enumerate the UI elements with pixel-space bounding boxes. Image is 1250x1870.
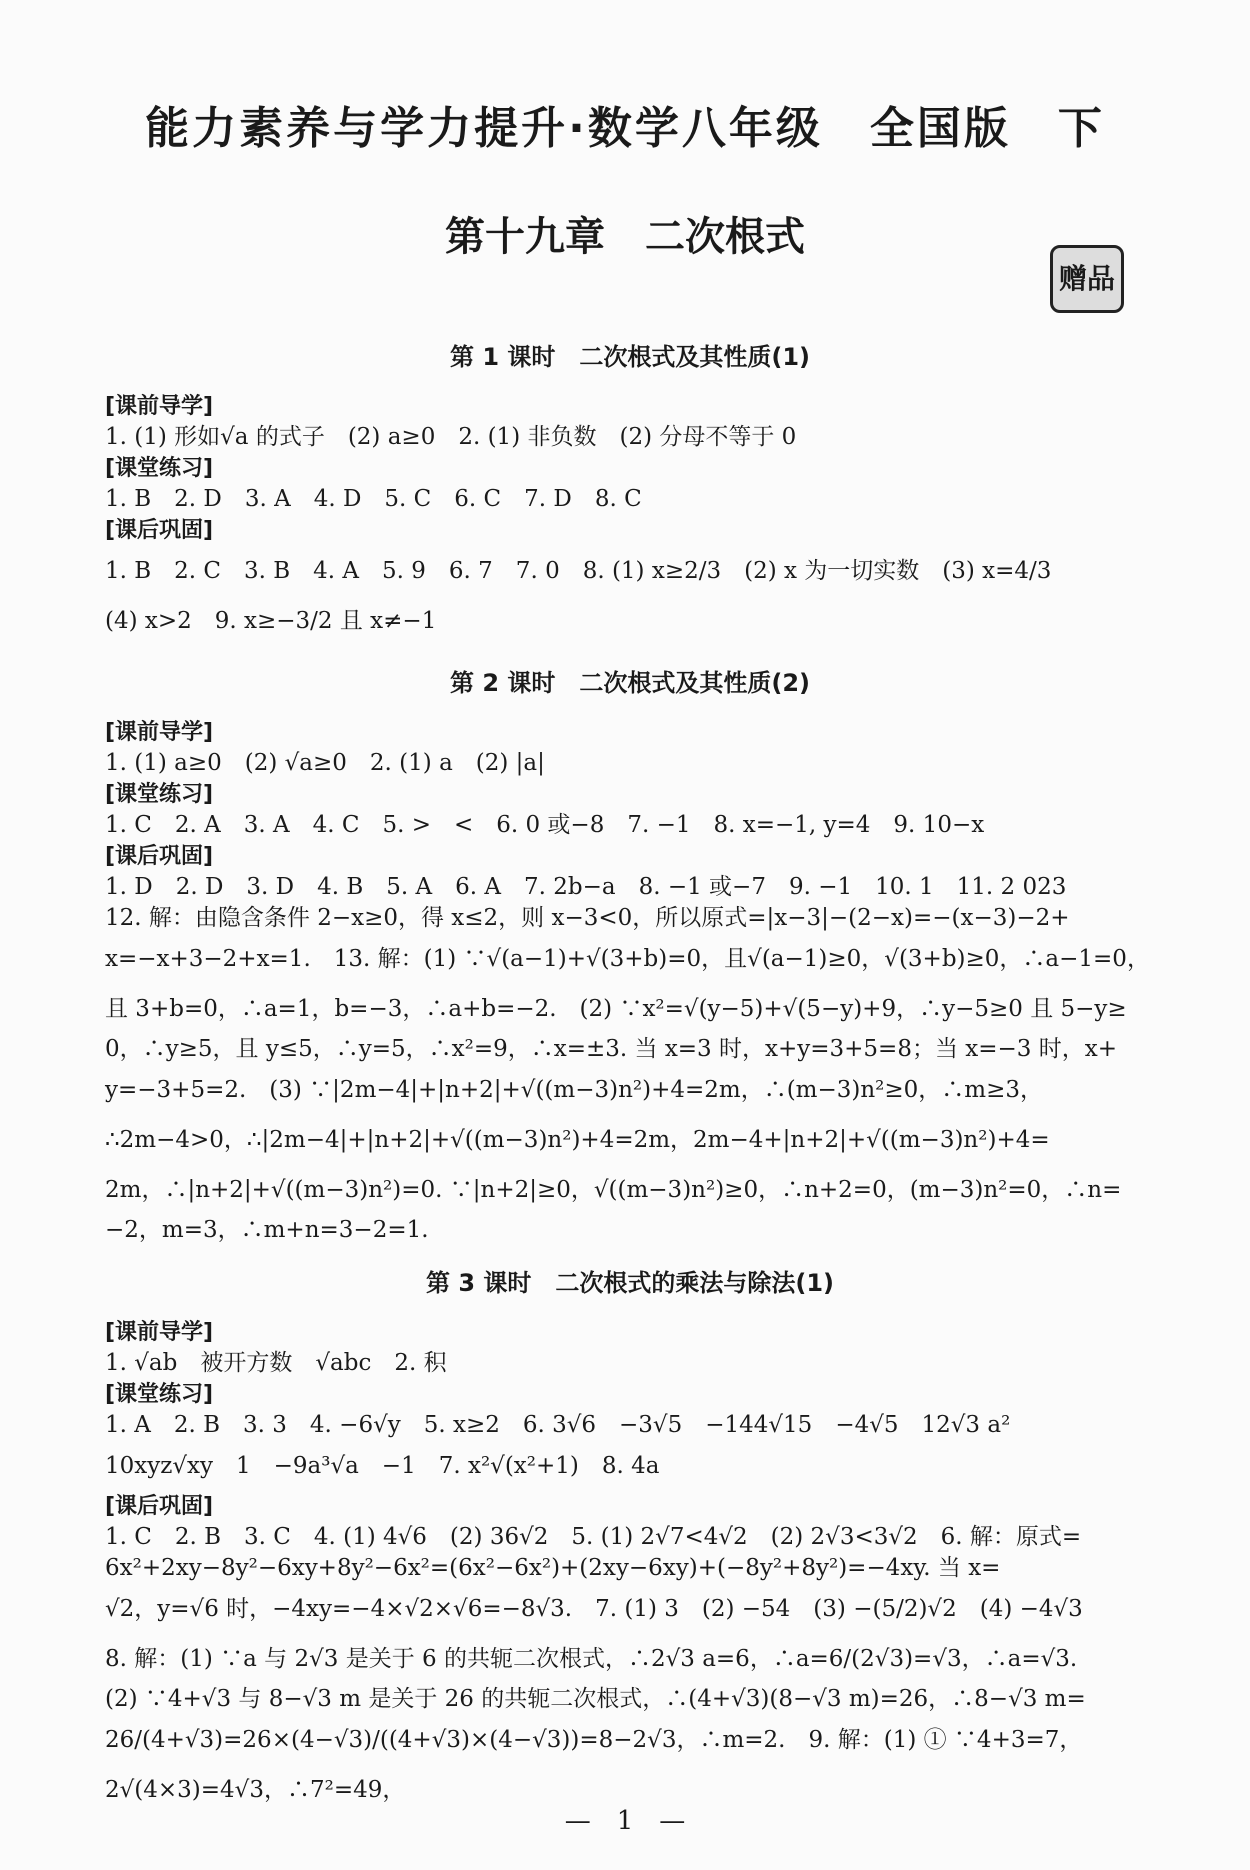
- answer-line: 1. B 2. C 3. B 4. A 5. 9 6. 7 7. 0 8. (1) x≥2/3 (2) x 为一切实数 (3) x=4/3: [105, 558, 1052, 584]
- answer-line: 1. (1) a≥0 (2) √a≥0 2. (1) a (2) |a|: [105, 750, 545, 776]
- section-label: [课堂练习]: [105, 456, 214, 481]
- answer-line: (2) ∵4+√3 与 8−√3 m 是关于 26 的共轭二次根式，∴(4+√3)(8−√3 m)=26，∴8−√3 m=: [105, 1686, 1086, 1712]
- answer-line: 0，∴y≥5，且 y≤5，∴y=5，∴x²=9，∴x=±3. 当 x=3 时，x+y=3+5=8；当 x=−3 时，x+: [105, 1036, 1117, 1062]
- lesson-title: 第 2 课时 二次根式及其性质(2): [449, 669, 811, 697]
- answer-line: 1. B 2. D 3. A 4. D 5. C 6. C 7. D 8. C: [105, 486, 642, 512]
- lesson-title: 第 3 课时 二次根式的乘法与除法(1): [425, 1269, 835, 1297]
- answer-line: √2，y=√6 时，−4xy=−4×√2×√6=−8√3. 7. (1) 3 (2) −54 (3) −(5/2)√2 (4) −4√3: [105, 1596, 1083, 1622]
- answer-line: 1. C 2. B 3. C 4. (1) 4√6 (2) 36√2 5. (1) 2√7<4√2 (2) 2√3<3√2 6. 解：原式=: [105, 1524, 1082, 1550]
- answer-line: 1. C 2. A 3. A 4. C 5. > < 6. 0 或−8 7. −1 8. x=−1, y=4 9. 10−x: [105, 812, 985, 838]
- answer-line: 2m，∴|n+2|+√((m−3)n²)=0. ∵|n+2|≥0，√((m−3)n²)≥0，∴n+2=0，(m−3)n²=0，∴n=: [105, 1177, 1122, 1203]
- answer-line: 1. D 2. D 3. D 4. B 5. A 6. A 7. 2b−a 8. −1 或−7 9. −1 10. 1 11. 2 023: [105, 874, 1067, 900]
- lesson-title: 第 1 课时 二次根式及其性质(1): [449, 343, 811, 371]
- answer-content: [105, 320, 1155, 1815]
- section-label: [课后巩固]: [105, 1494, 214, 1519]
- answer-line: 10xyz√xy 1 −9a³√a −1 7. x²√(x²+1) 8. 4a: [105, 1453, 660, 1479]
- answer-line: x=−x+3−2+x=1. 13. 解：(1) ∵√(a−1)+√(3+b)=0，且√(a−1)≥0，√(3+b)≥0，∴a−1=0，: [105, 946, 1150, 972]
- answer-line: 8. 解：(1) ∵a 与 2√3 是关于 6 的共轭二次根式，∴2√3 a=6，∴a=6/(2√3)=√3，∴a=√3.: [105, 1646, 1078, 1672]
- section-label: [课前导学]: [105, 394, 214, 419]
- section-label: [课堂练习]: [105, 782, 214, 807]
- answer-line: (4) x>2 9. x≥−3/2 且 x≠−1: [105, 608, 437, 634]
- answer-line: 26/(4+√3)=26×(4−√3)/((4+√3)×(4−√3))=8−2√3，∴m=2. 9. 解：(1) ① ∵4+3=7，2√(4×3)=4√3，∴7²=49，: [105, 1727, 1083, 1803]
- section-label: [课前导学]: [105, 720, 214, 745]
- book-title: 能力素养与学力提升·数学八年级 全国版 下: [145, 103, 1105, 154]
- answer-line: 1. (1) 形如√a 的式子 (2) a≥0 2. (1) 非负数 (2) 分母不等于 0: [105, 424, 797, 450]
- section-label: [课后巩固]: [105, 844, 214, 869]
- answer-line: 1. √ab 被开方数 √abc 2. 积: [105, 1350, 447, 1376]
- answer-line: 12. 解：由隐含条件 2−x≥0，得 x≤2，则 x−3<0，所以原式=|x−3|−(2−x)=−(x−3)−2+: [105, 905, 1070, 931]
- chapter-title: 第十九章 二次根式: [445, 214, 805, 260]
- answer-line: 6x²+2xy−8y²−6xy+8y²−6x²=(6x²−6x²)+(2xy−6xy)+(−8y²+8y²)=−4xy. 当 x=: [105, 1555, 1001, 1581]
- section-label: [课后巩固]: [105, 518, 214, 543]
- gift-badge: 赠品: [1050, 245, 1124, 313]
- answer-line: 1. A 2. B 3. 3 4. −6√y 5. x≥2 6. 3√6 −3√5 −144√15 −4√5 12√3 a²: [105, 1412, 1011, 1438]
- section-label: [课前导学]: [105, 1320, 214, 1345]
- page-number: — 1 —: [564, 1806, 686, 1836]
- answer-line: y=−3+5=2. (3) ∵|2m−4|+|n+2|+√((m−3)n²)+4=2m，∴(m−3)n²≥0，∴m≥3，: [105, 1077, 1044, 1103]
- answer-line: −2，m=3，∴m+n=3−2=1.: [105, 1217, 429, 1243]
- section-label: [课堂练习]: [105, 1382, 214, 1407]
- answer-line: 且 3+b=0，∴a=1，b=−3，∴a+b=−2. (2) ∵x²=√(y−5)+√(5−y)+9，∴y−5≥0 且 5−y≥: [105, 996, 1127, 1022]
- answer-line: ∴2m−4>0，∴|2m−4|+|n+2|+√((m−3)n²)+4=2m，2m−4+|n+2|+√((m−3)n²)+4=: [105, 1127, 1050, 1153]
